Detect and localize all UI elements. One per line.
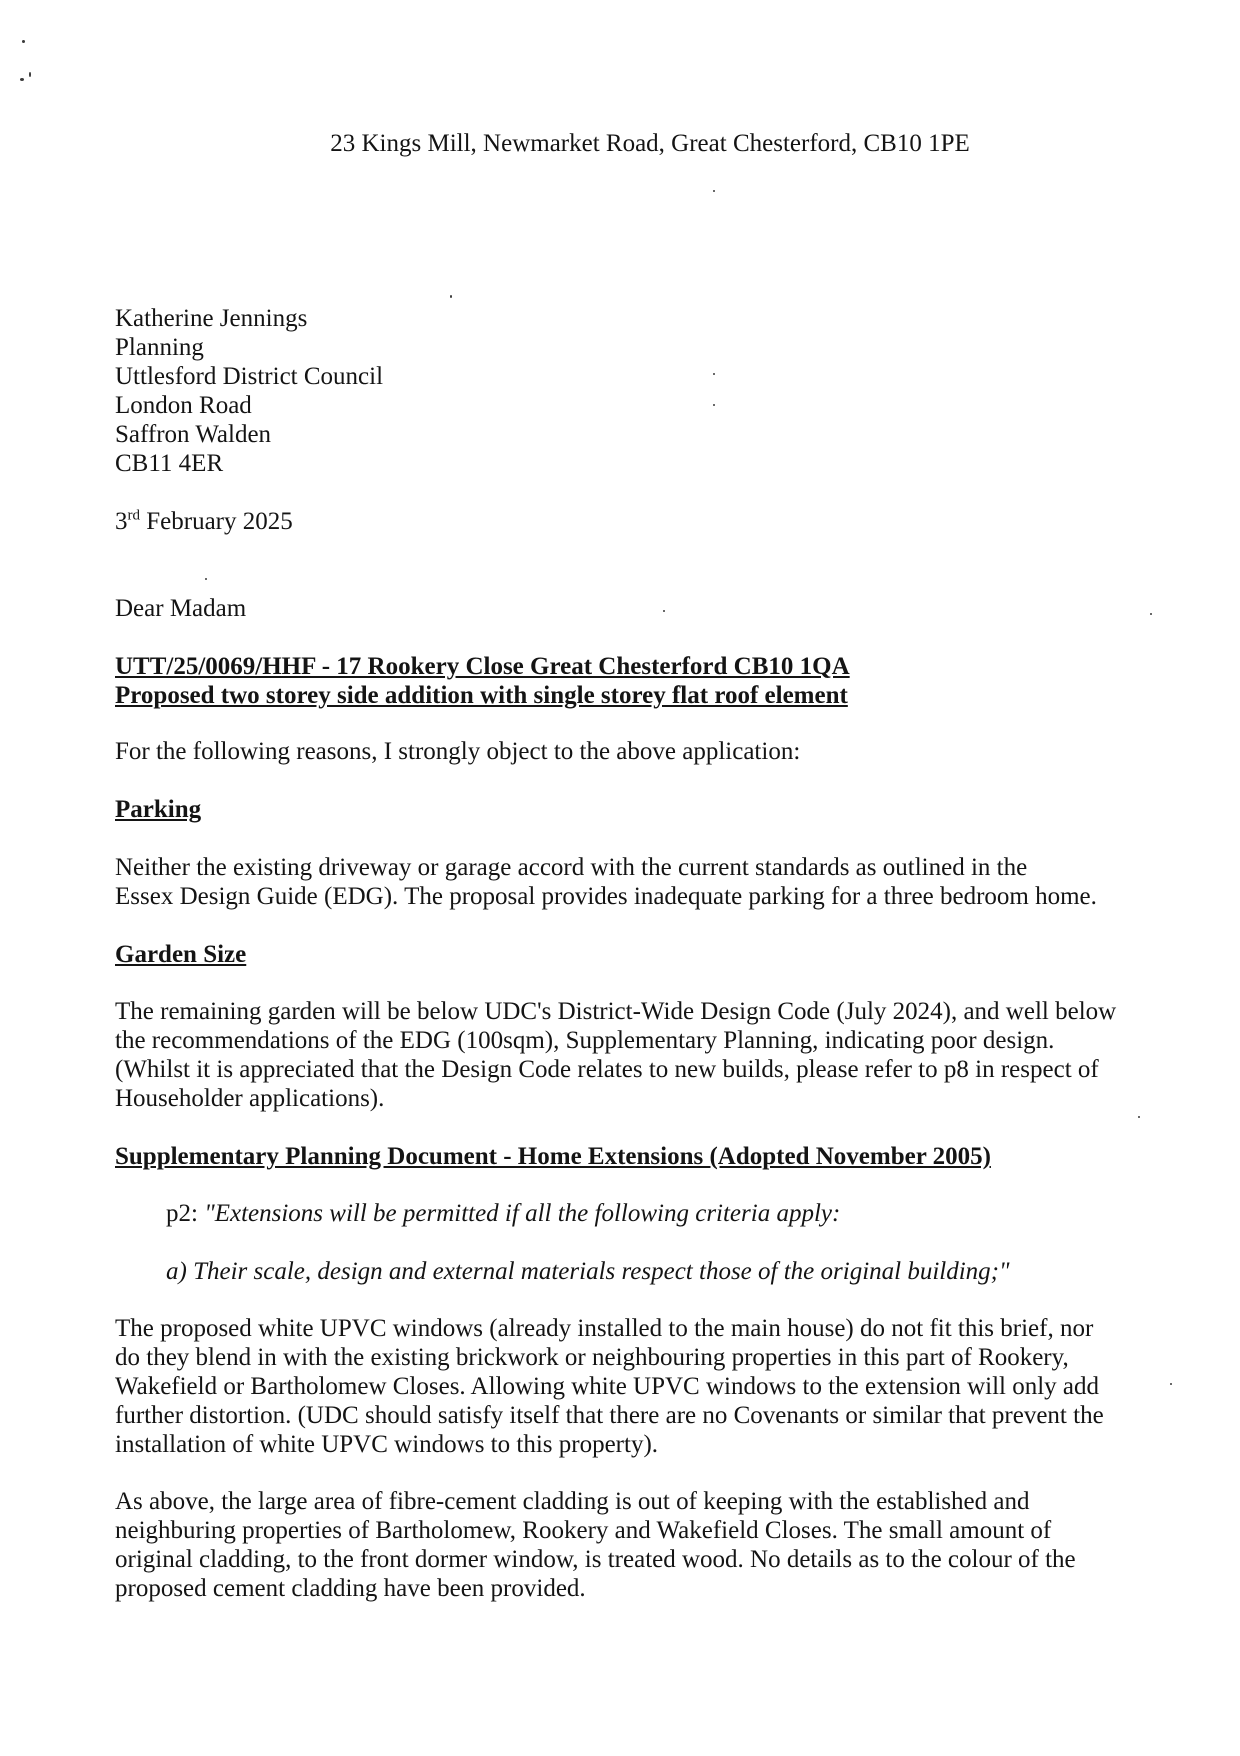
- scan-speck: [1150, 613, 1152, 615]
- scan-speck: [713, 404, 715, 406]
- scan-speck: [1170, 1383, 1172, 1385]
- scan-speck: [713, 190, 715, 192]
- scan-speck: [713, 373, 715, 375]
- salutation: Dear Madam: [115, 595, 247, 622]
- recipient-department: Planning: [115, 334, 204, 361]
- subject-heading: [115, 652, 850, 710]
- subject-reference: UTT/25/0069/HHF - 17 Rookery Close Great Chesterford CB10 1QA: [115, 653, 850, 680]
- paragraph-line: As above, the large area of fibre-cement cladding is out of keeping with the established and: [115, 1488, 1030, 1515]
- windows-paragraph: [115, 1314, 1104, 1459]
- subject-description: Proposed two storey side addition with single storey flat roof element: [115, 682, 848, 709]
- scan-speck: [205, 578, 207, 580]
- letter-date: [115, 507, 293, 536]
- section-heading-garden-size: Garden Size: [115, 941, 247, 968]
- scan-speck: [29, 72, 31, 77]
- paragraph-line: The remaining garden will be below UDC's District-Wide Design Code (July 2024), and well below: [115, 998, 1117, 1025]
- paragraph-line: Wakefield or Bartholomew Closes. Allowing white UPVC windows to the extension will only add: [115, 1373, 1099, 1400]
- recipient-organisation: Uttlesford District Council: [115, 363, 384, 390]
- paragraph-line: proposed cement cladding have been provided.: [115, 1575, 586, 1602]
- date-month-year: February 2025: [140, 508, 293, 535]
- scan-speck: [663, 610, 665, 612]
- quote-text: "Extensions will be permitted if all the following criteria apply:: [204, 1200, 841, 1227]
- recipient-town: Saffron Walden: [115, 421, 272, 448]
- sender-address: 23 Kings Mill, Newmarket Road, Great Chesterford, CB10 1PE: [330, 130, 970, 157]
- quote-page-ref: p2:: [166, 1200, 205, 1227]
- recipient-street: London Road: [115, 392, 252, 419]
- section-heading-spd: Supplementary Planning Document - Home Extensions (Adopted November 2005): [115, 1143, 991, 1170]
- paragraph-line: Neither the existing driveway or garage accord with the current standards as outlined in the: [115, 854, 1028, 881]
- recipient-name: Katherine Jennings: [115, 305, 308, 332]
- scan-speck: [20, 78, 24, 81]
- intro-paragraph: For the following reasons, I strongly object to the above application:: [115, 738, 801, 765]
- paragraph-line: neighburing properties of Bartholomew, Rookery and Wakefield Closes. The small amount of: [115, 1517, 1052, 1544]
- policy-quote-criteria: [166, 1199, 840, 1228]
- recipient-postcode: CB11 4ER: [115, 450, 224, 477]
- scan-speck: [1138, 1116, 1140, 1118]
- garden-size-paragraph: [115, 997, 1116, 1113]
- date-day: 3: [115, 508, 128, 535]
- section-heading-parking: Parking: [115, 796, 202, 823]
- paragraph-line: Householder applications).: [115, 1085, 385, 1112]
- scan-speck: [450, 295, 452, 298]
- paragraph-line: installation of white UPVC windows to this property).: [115, 1431, 659, 1458]
- recipient-address: [115, 304, 383, 478]
- cladding-paragraph: [115, 1487, 1076, 1603]
- paragraph-line: do they blend in with the existing brickwork or neighbouring properties in this part of Rookery,: [115, 1344, 1069, 1371]
- parking-paragraph: [115, 853, 1097, 911]
- policy-quote-criterion-a: a) Their scale, design and external materials respect those of the original building;": [166, 1258, 1010, 1285]
- paragraph-line: further distortion. (UDC should satisfy itself that there are no Covenants or similar that prevent the: [115, 1402, 1104, 1429]
- paragraph-line: the recommendations of the EDG (100sqm), Supplementary Planning, indicating poor design.: [115, 1027, 1055, 1054]
- paragraph-line: Essex Design Guide (EDG). The proposal provides inadequate parking for a three bedroom home.: [115, 883, 1097, 910]
- scan-speck: [22, 40, 25, 43]
- paragraph-line: original cladding, to the front dormer window, is treated wood. No details as to the colour of the: [115, 1546, 1076, 1573]
- paragraph-line: (Whilst it is appreciated that the Design Code relates to new builds, please refer to p8 in respect of: [115, 1056, 1099, 1083]
- date-suffix: rd: [127, 507, 140, 524]
- paragraph-line: The proposed white UPVC windows (already installed to the main house) do not fit this brief, nor: [115, 1315, 1094, 1342]
